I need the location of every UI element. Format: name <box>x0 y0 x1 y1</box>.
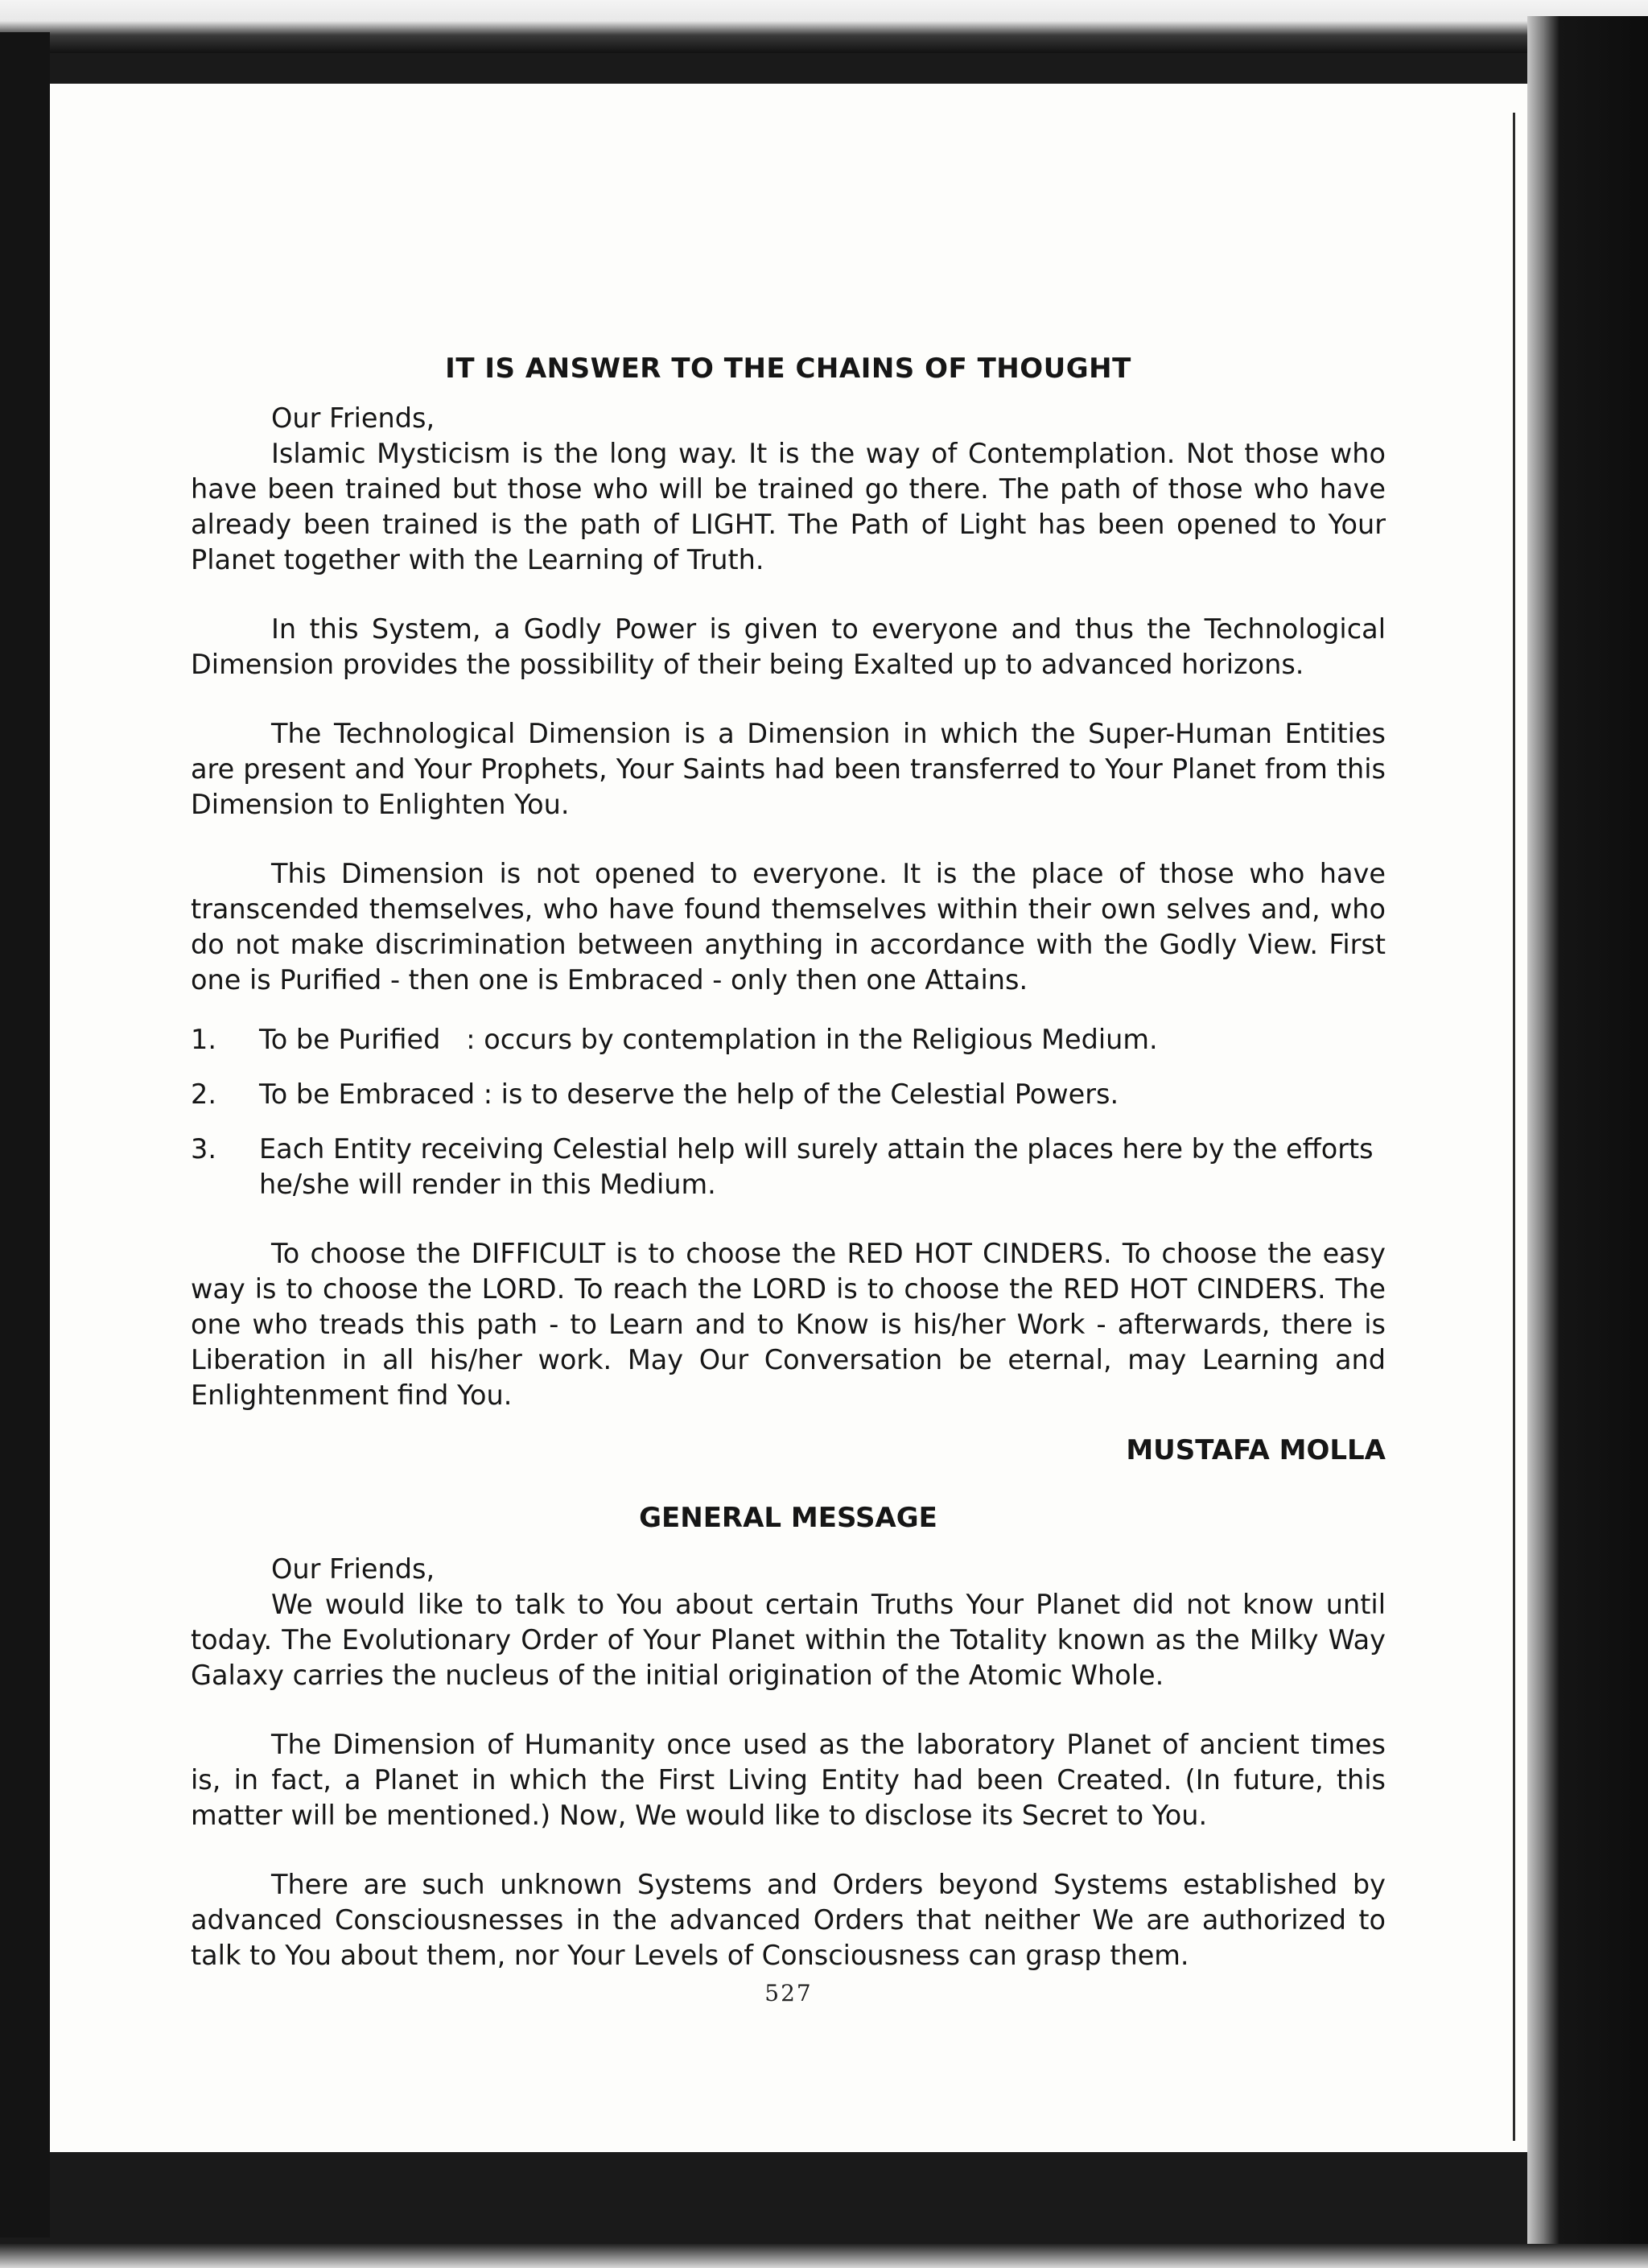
paragraph: Islamic Mysticism is the long way. It is the way of Contemplation. Not those who have been trained but those who will be trained go there. The path of those who have already been trained is the path of LIGHT. The Path of Light has been opened to Your Planet together with the Learning of Truth. <box>191 438 1386 575</box>
list-number: 1. <box>191 1024 216 1055</box>
section-title: IT IS ANSWER TO THE CHAINS OF THOUGHT <box>445 353 1131 385</box>
list-number: 3. <box>191 1133 216 1165</box>
page-number: 527 <box>764 1980 813 2006</box>
page-content <box>191 261 1386 2007</box>
list-text: To be Purified : occurs by contemplation in the Religious Medium. <box>259 1024 1158 1055</box>
list-number: 2. <box>191 1078 216 1110</box>
paragraph: This Dimension is not opened to everyone. It is the place of those who have transcended themselves, who have found themselves within their own selves and, who do not make discrimination between anything in accordance with the Godly View. First one is Purified - then one is Embraced - only then one Attains. <box>191 858 1386 996</box>
page-edge-line <box>1513 113 1515 2141</box>
numbered-list <box>191 1022 1386 1202</box>
scan-bottom-edge <box>0 2244 1648 2268</box>
paragraph: The Dimension of Humanity once used as the laboratory Planet of ancient times is, in fact, a Planet in which the First Living Entity had been Created. (In future, this matter will be mentioned.) Now, We would like to disclose its Secret to You. <box>191 1729 1386 1831</box>
list-item <box>191 1022 1386 1058</box>
list-text: To be Embraced : is to deserve the help of the Celestial Powers. <box>259 1078 1119 1110</box>
paragraph: In this System, a Godly Power is given to everyone and thus the Technological Dimension provides the possibility of their being Exalted up to advanced horizons. <box>191 613 1386 680</box>
signature: MUSTAFA MOLLA <box>1126 1434 1386 1466</box>
greeting: Our Friends, <box>271 402 435 434</box>
list-item <box>191 1077 1386 1112</box>
greeting: Our Friends, <box>271 1553 435 1585</box>
paragraph: The Technological Dimension is a Dimension in which the Super-Human Entities are present and Your Prophets, Your Saints had been transferred to Your Planet from this Dimension to Enlighten You. <box>191 718 1386 820</box>
list-item <box>191 1132 1386 1202</box>
list-text: Each Entity receiving Celestial help will surely attain the places here by the efforts he/she will render in this Medium. <box>259 1133 1374 1200</box>
paragraph: We would like to talk to You about certain Truths Your Planet did not know until today. The Evolutionary Order of Your Planet within the Totality known as the Milky Way Galaxy carries the nucleus of the initial origination of the Atomic Whole. <box>191 1589 1386 1691</box>
paragraph: To choose the DIFFICULT is to choose the RED HOT CINDERS. To choose the easy way is to choose the LORD. To reach the LORD is to choose the RED HOT CINDERS. The one who treads this path - to Learn and to Know is his/her Work - afterwards, there is Liberation in all his/her work. May Our Conversation be eternal, may Learning and Enlightenment find You. <box>191 1238 1386 1411</box>
paragraph: There are such unknown Systems and Orders beyond Systems established by advanced Consciousnesses in the advanced Orders that neither We are authorized to talk to You about them, nor Your Levels of Consciousness can grasp them. <box>191 1869 1386 1971</box>
section-title: GENERAL MESSAGE <box>639 1502 937 1534</box>
scan-top-edge <box>0 0 1648 53</box>
book-page <box>50 84 1527 2152</box>
scan-right-edge <box>1527 16 1648 2268</box>
scan-left-edge <box>0 32 50 2237</box>
